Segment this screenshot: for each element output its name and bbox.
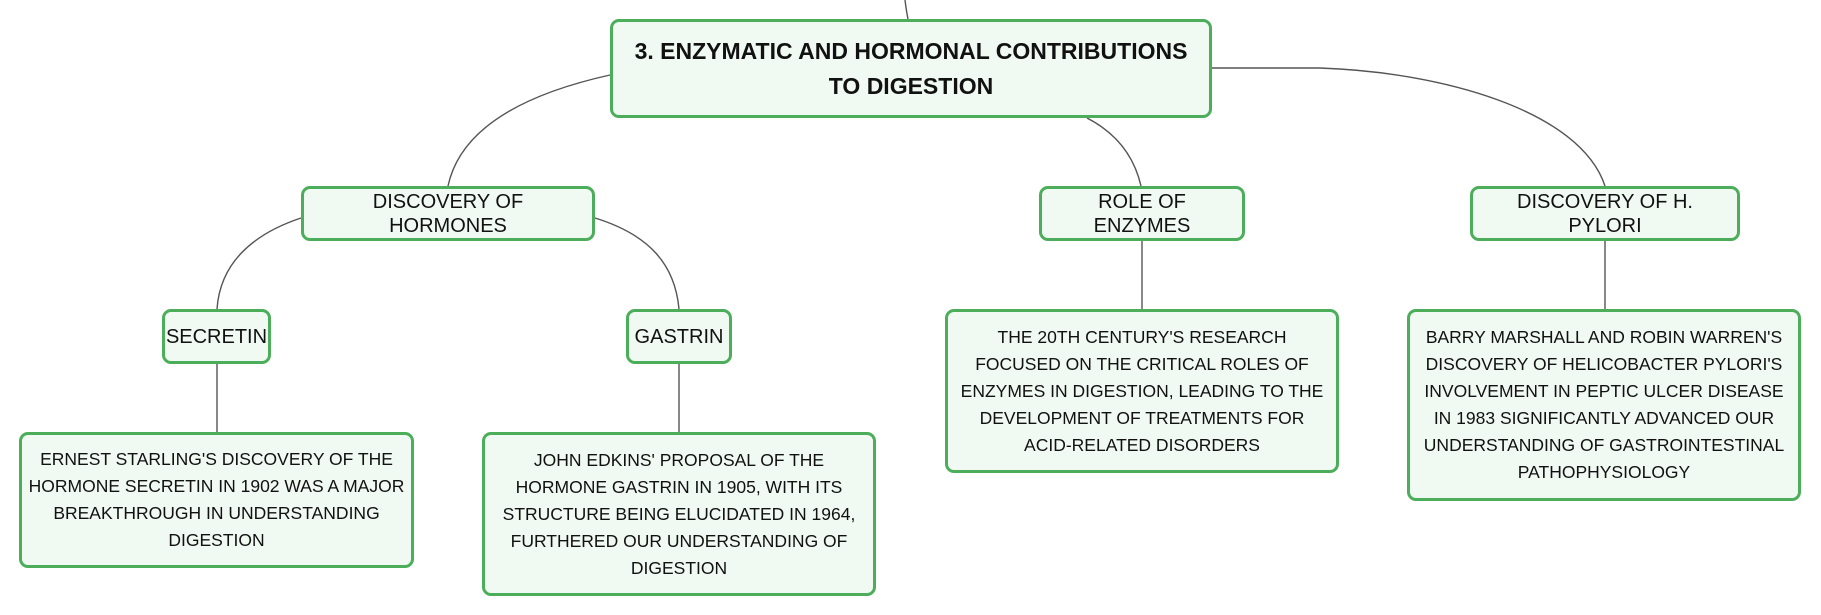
topic-gastrin[interactable] bbox=[626, 309, 732, 364]
connector-root-to-hpylori bbox=[1212, 68, 1605, 186]
detail-role-of-enzymes-text: THE 20TH CENTURY'S RESEARCH FOCUSED ON THE CRITICAL ROLES OF ENZYMES IN DIGESTION, LEADING TO THE DEVELOPMENT OF TREATMENTS FOR ACID-RELATED DISORDERS bbox=[960, 326, 1324, 455]
topic-discovery-of-hormones-label: DISCOVERY OF HORMONES bbox=[372, 190, 524, 237]
topic-secretin[interactable] bbox=[162, 309, 271, 364]
connector-root-to-enzymes bbox=[1087, 118, 1141, 186]
connector-hormones-to-gastrin bbox=[595, 218, 679, 309]
connector-root-to-hormones bbox=[448, 75, 610, 186]
topic-discovery-of-hormones[interactable] bbox=[301, 186, 595, 241]
topic-role-of-enzymes-label: ROLE OF ENZYMES bbox=[1093, 190, 1191, 237]
topic-gastrin-label: GASTRIN bbox=[634, 325, 724, 348]
topic-role-of-enzymes[interactable] bbox=[1039, 186, 1245, 241]
root-topic[interactable] bbox=[610, 19, 1212, 118]
detail-h-pylori[interactable] bbox=[1407, 309, 1801, 501]
topic-discovery-of-h-pylori-label: DISCOVERY OF H. PYLORI bbox=[1517, 190, 1693, 237]
detail-secretin-text: ERNEST STARLING'S DISCOVERY OF THE HORMONE SECRETIN IN 1902 WAS A MAJOR BREAKTHROUGH IN UNDERSTANDING DIGESTION bbox=[28, 449, 405, 550]
root-topic-label: 3. ENZYMATIC AND HORMONAL CONTRIBUTIONS TO DIGESTION bbox=[634, 37, 1188, 99]
detail-role-of-enzymes[interactable] bbox=[945, 309, 1339, 473]
detail-secretin[interactable] bbox=[19, 432, 414, 568]
detail-h-pylori-text: BARRY MARSHALL AND ROBIN WARREN'S DISCOVERY OF HELICOBACTER PYLORI'S INVOLVEMENT IN PEPTIC ULCER DISEASE IN 1983 SIGNIFICANTLY ADVANCED OUR UNDERSTANDING OF GASTROINTESTINAL PATHOPHYSIOLOGY bbox=[1423, 327, 1785, 482]
topic-discovery-of-h-pylori[interactable] bbox=[1470, 186, 1740, 241]
connector-hormones-to-secretin bbox=[217, 218, 301, 309]
topic-secretin-label: SECRETIN bbox=[165, 325, 268, 348]
detail-gastrin-text: JOHN EDKINS' PROPOSAL OF THE HORMONE GASTRIN IN 1905, WITH ITS STRUCTURE BEING ELUCIDATED IN 1964, FURTHERED OUR UNDERSTANDING OF DIGESTION bbox=[502, 449, 856, 578]
detail-gastrin[interactable] bbox=[482, 432, 876, 596]
connector-parent-to-root bbox=[905, 0, 908, 19]
